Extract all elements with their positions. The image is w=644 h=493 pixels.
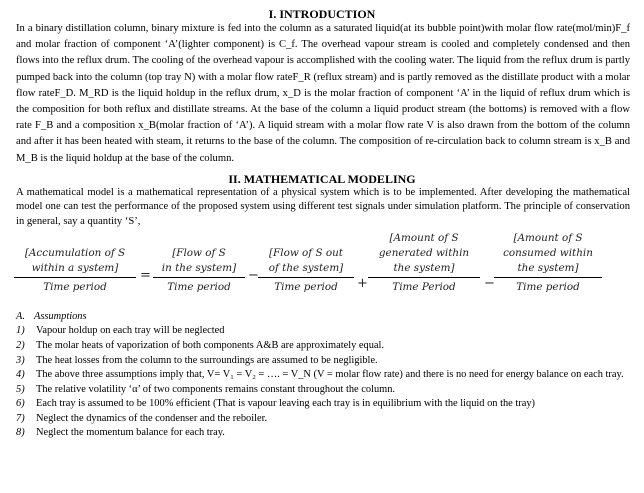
list-item: 7) Neglect the dynamics of the condenser and the reboiler. (16, 412, 268, 424)
accumulation-term: [Accumulation of S within a system] Time period (14, 246, 136, 294)
intro-heading: I. INTRODUCTION (268, 7, 376, 21)
minus-sign-2: − (484, 276, 495, 292)
modeling-heading: II. MATHEMATICAL MODELING (228, 171, 416, 186)
assumptions-heading: A. Assumptions (16, 311, 87, 323)
list-item: 8) Neglect the momentum balance for each tray. (16, 427, 225, 439)
intro-paragraph: In a binary distillation column, binary mixture is fed into the column as a saturated liquid(at its bubble point)with molar flow rate(mol/min)F_f and molar fraction of component ‘A’(lighter component) is C_f. The overhead vapour stream is cooled and completely condensed and then flows into the reflux drum. The cooling of the overhead vapour is accomplished with the cooling water. The liquid from the reflux drum is partly pumped back into the column (top tray N) with a molar flow rateF_R (reflux stream) and is partly removed as the distillate product with a molar flow rateF_D. M_RD is the liquid holdup in the reflux drum, x_D is the molar fraction of component ‘A’ in the liquid of reflux drum which is the composition for both reflux and distillate streams. At the base of the column a liquid product stream (the bottoms) is removed with a flow rate F_B and a composition x_B(molar fraction of ‘A’). A liquid stream with a molar flow rate V is also drawn from the bottom of the column and after it has been heated with steam, it returns to the base of the column. The composition of re-circulation back to column stream is x_B and M_B is the liquid holdup at the base of the column. (16, 23, 630, 164)
assumptions-list (0, 324, 644, 441)
flow-out-term: [Flow of S out of the system] Time period (258, 246, 354, 294)
list-item: 6) Each tray is assumed to be 100% efficient (That is vapour leaving each tray is in equilibrium with the liquid on the tray) (16, 398, 535, 410)
flow-in-term: [Flow of S in the system] Time period (153, 246, 245, 294)
list-item: 2) The molar heats of vaporization of both components A&B are approximately equal. (16, 339, 384, 351)
plus-sign: + (357, 276, 368, 292)
list-item: 5) The relative volatility ‘α’ of two components remains constant throughout the column. (16, 383, 396, 395)
list-item: 1) Vapour holdup on each tray will be neglected (16, 325, 225, 337)
conservation-equation (0, 231, 644, 309)
generated-term: [Amount of S generated within the system] Time Period (368, 231, 480, 294)
list-item: 3) The heat losses from the column to the surroundings are assumed to be negligible. (16, 354, 378, 366)
list-item: 4) The above three assumptions imply that, V= V₁ = V₂ = …. = V_N (V = molar flow rate) and there is no need for energy balance on each tray. (16, 369, 624, 381)
consumed-term: [Amount of S consumed within the system] Time period (494, 231, 602, 294)
modeling-paragraph: A mathematical model is a mathematical representation of a physical system which is to be implemented. After developing the mathematical model one can test the performance of the proposed system using different test signals under simulation platform. The principle of conservation in general, say a quantity ‘S’, (16, 186, 630, 227)
equals-sign: = (140, 268, 151, 284)
minus-sign: − (248, 268, 259, 284)
